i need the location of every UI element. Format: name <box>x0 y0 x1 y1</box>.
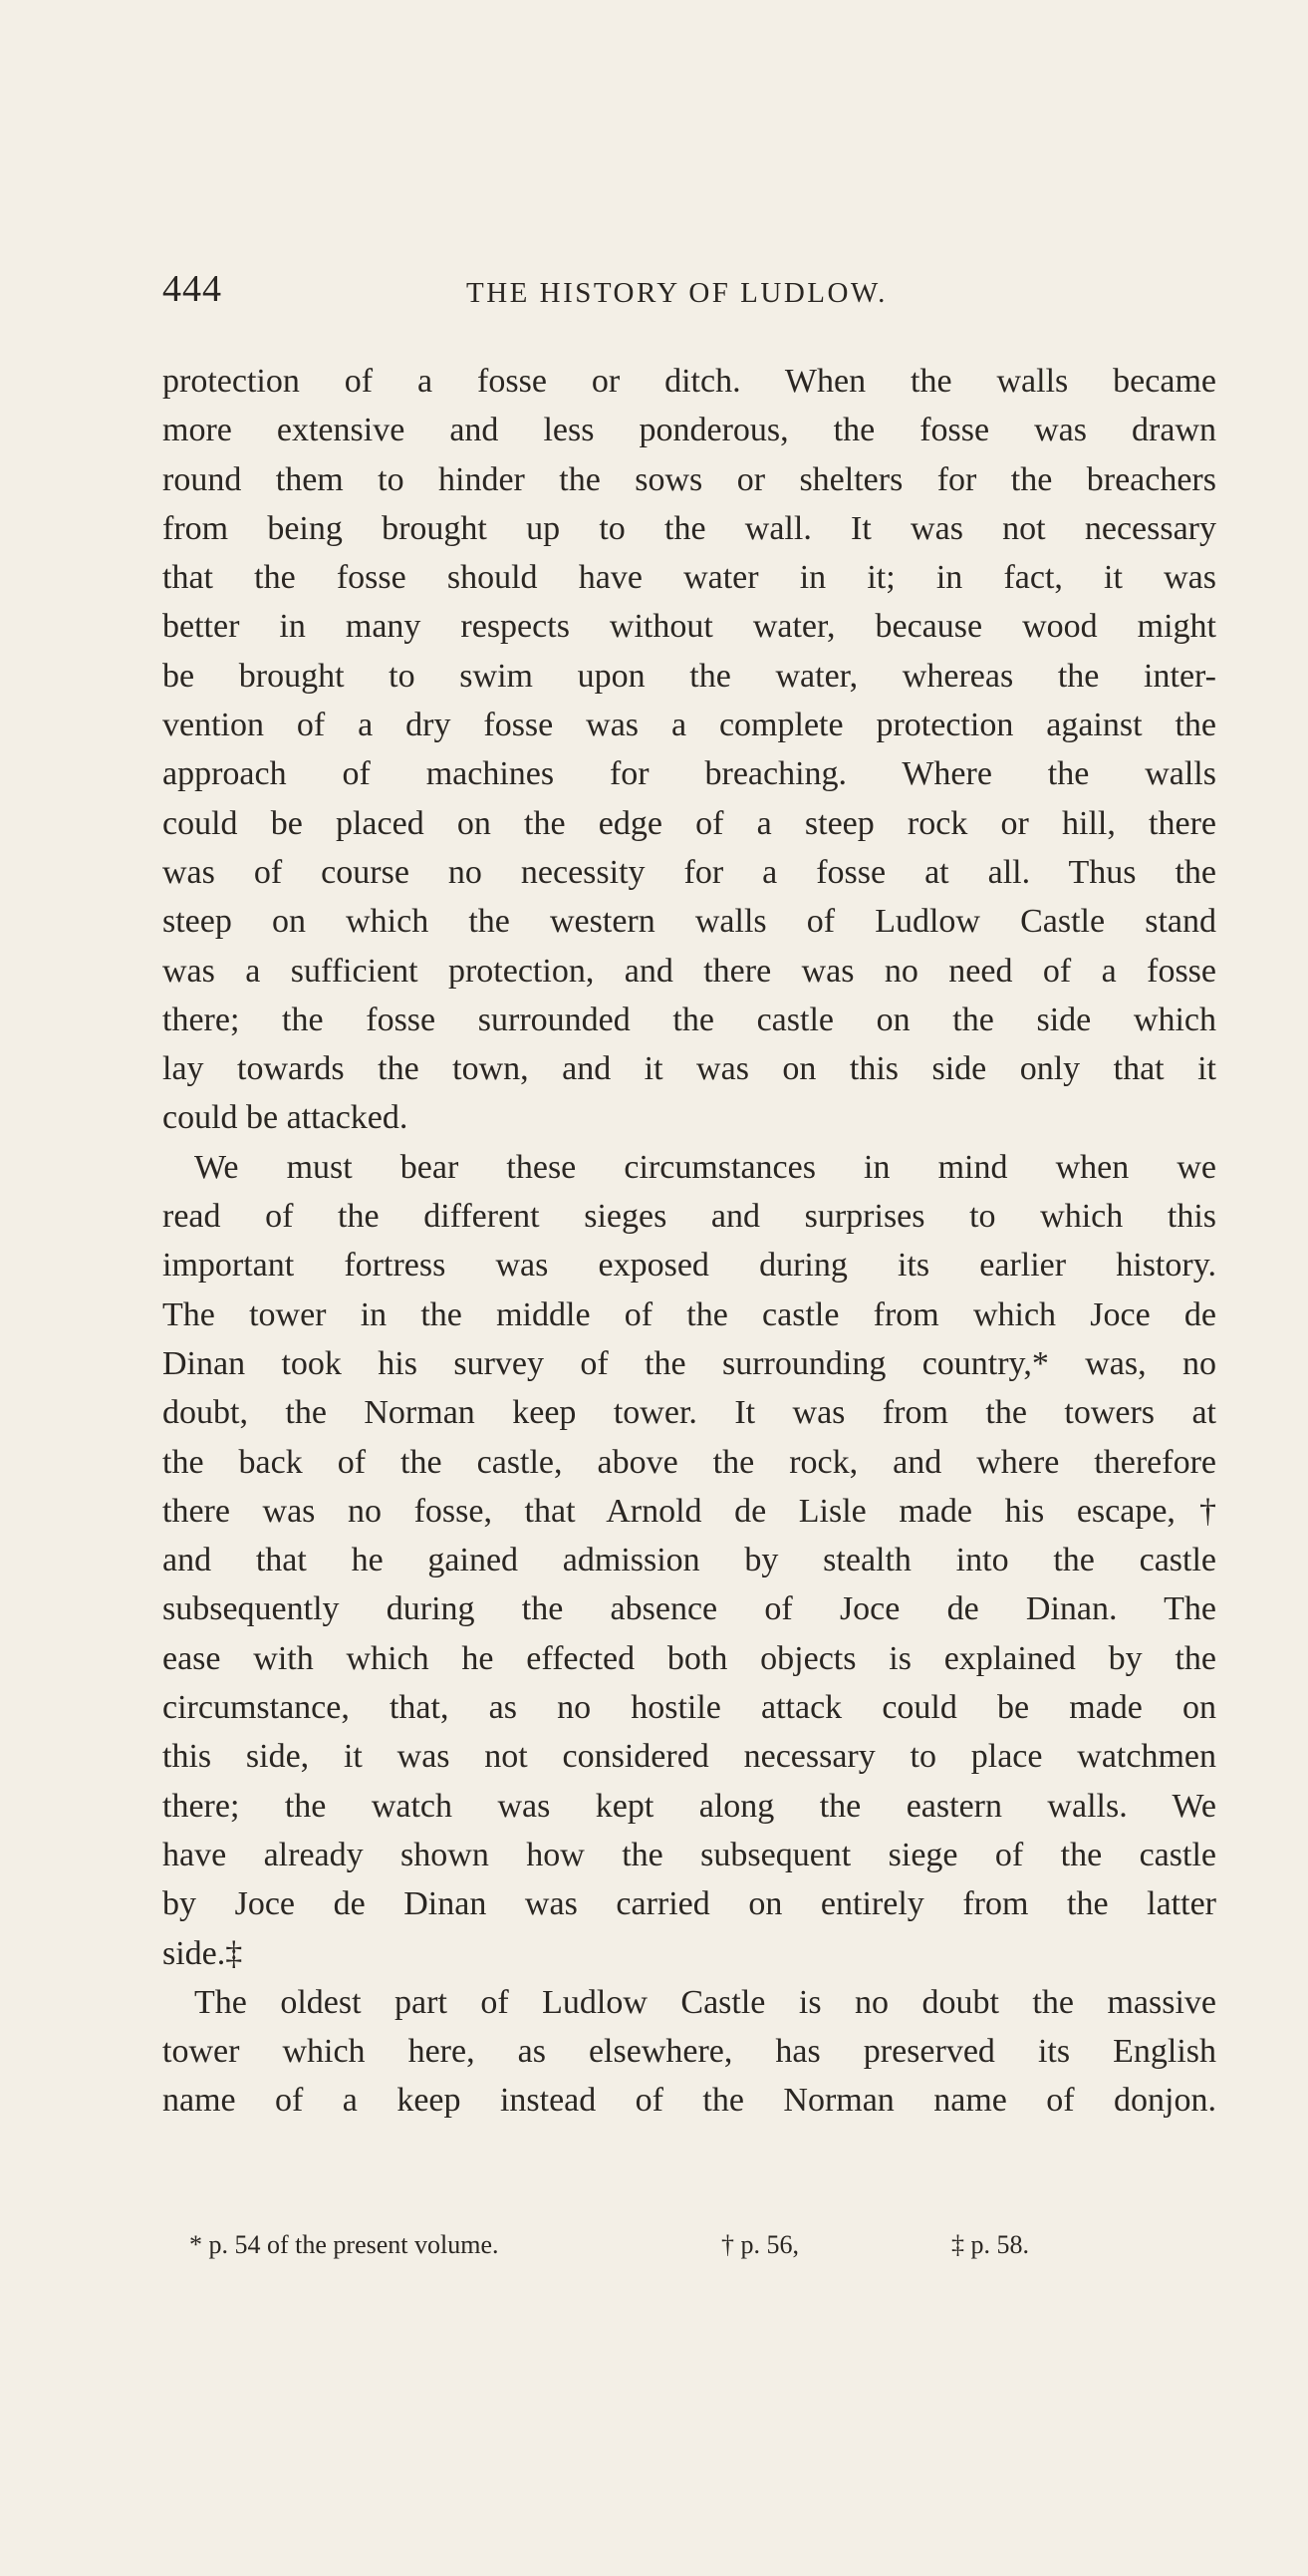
text-line: We must bear these circumstances in mind when we <box>194 1148 1216 1186</box>
text-line: the back of the castle, above the rock, and where therefore <box>162 1443 1216 1481</box>
text-line: could be attacked. <box>162 1099 408 1137</box>
page-number: 444 <box>162 268 222 310</box>
text-line: lay towards the town, and it was on this side only that it <box>162 1050 1216 1088</box>
text-line: better in many respects without water, because wood might <box>162 608 1216 646</box>
text-line: and that he gained admission by stealth into the castle <box>162 1542 1216 1579</box>
text-line: round them to hinder the sows or shelters for the breachers <box>162 460 1216 498</box>
text-line: there was no fosse, that Arnold de Lisle made his escape,† <box>162 1492 1216 1530</box>
text-line: The oldest part of Ludlow Castle is no doubt the massive <box>194 1983 1216 2021</box>
text-line: read of the different sieges and surprises to which this <box>162 1198 1216 1236</box>
running-head <box>162 267 1218 317</box>
text-line: protection of a fosse or ditch. When the walls became <box>162 363 1216 400</box>
text-line: was a sufficient protection, and there was no need of a fosse <box>162 952 1216 990</box>
text-line: vention of a dry fosse was a complete protection against the <box>162 707 1216 744</box>
body-text <box>162 357 1216 2126</box>
text-line: important fortress was exposed during its earlier history. <box>162 1247 1216 1285</box>
text-line: doubt, the Norman keep tower. It was from the towers at <box>162 1394 1216 1432</box>
text-line: be brought to swim upon the water, whereas the inter- <box>162 657 1216 695</box>
text-line: that the fosse should have water in it; in fact, it was <box>162 559 1216 597</box>
text-line: Dinan took his survey of the surrounding country,* was, no <box>162 1344 1216 1382</box>
footnote: * p. 54 of the present volume. <box>189 2230 499 2259</box>
text-line: from being brought up to the wall. It was not necessary <box>162 509 1216 547</box>
text-line: there; the watch was kept along the eastern walls. We <box>162 1787 1216 1825</box>
text-line: more extensive and less ponderous, the fosse was drawn <box>162 412 1216 449</box>
text-line: ease with which he effected both objects is explained by the <box>162 1639 1216 1677</box>
text-line: side.‡ <box>162 1934 243 1972</box>
text-line: have already shown how the subsequent siege of the castle <box>162 1836 1216 1873</box>
text-line: was of course no necessity for a fosse at all. Thus the <box>162 853 1216 891</box>
footnotes <box>189 2230 1146 2270</box>
text-line: circumstance, that, as no hostile attack could be made on <box>162 1689 1216 1727</box>
text-line: approach of machines for breaching. Where the walls <box>162 755 1216 793</box>
text-line: there; the fosse surrounded the castle on the side which <box>162 1001 1216 1038</box>
text-line: could be placed on the edge of a steep rock or hill, there <box>162 804 1216 842</box>
text-line: tower which here, as elsewhere, has preserved its English <box>162 2033 1216 2071</box>
text-line: subsequently during the absence of Joce de Dinan. The <box>162 1590 1216 1628</box>
text-line: The tower in the middle of the castle from which Joce de <box>162 1295 1216 1333</box>
text-line: by Joce de Dinan was carried on entirely from the latter <box>162 1885 1216 1923</box>
footnote: † p. 56, <box>721 2230 799 2259</box>
running-title: THE HISTORY OF LUDLOW. <box>466 277 888 309</box>
footnote: ‡ p. 58. <box>951 2230 1029 2259</box>
text-line: this side, it was not considered necessary to place watchmen <box>162 1738 1216 1776</box>
text-line: name of a keep instead of the Norman name of donjon. <box>162 2082 1216 2120</box>
text-line: steep on which the western walls of Ludlow Castle stand <box>162 903 1216 941</box>
